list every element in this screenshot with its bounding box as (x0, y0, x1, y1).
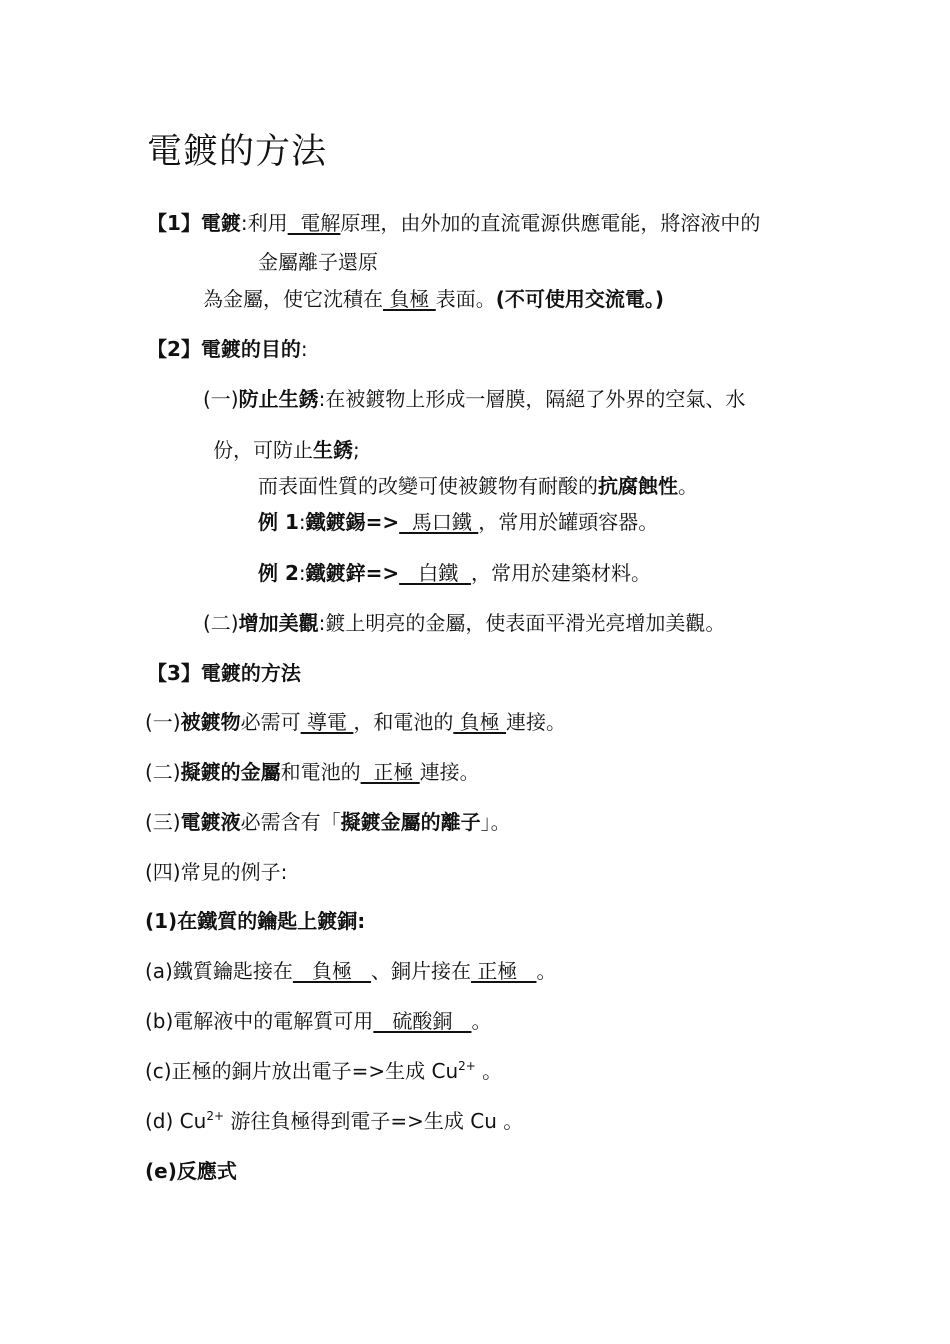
purpose-2-term: 增加美觀 (238, 611, 319, 635)
purpose-1-line-2 (213, 436, 360, 464)
method-1-text: ，和電池的 (353, 710, 454, 734)
section-1-note: (不可使用交流電。) (495, 287, 664, 311)
step-c-text: 。 (475, 1059, 503, 1083)
section-3-title: 電鍍的方法 (200, 661, 301, 685)
method-1-text: 連接。 (506, 710, 567, 734)
method-3-term: 電鍍液 (180, 810, 241, 834)
section-1-text: :利用 (240, 211, 288, 235)
purpose-2-label: (二) (203, 611, 239, 635)
method-1 (145, 708, 566, 736)
example-1-label: 例 1 (258, 510, 299, 534)
answer-blank: 馬口鐵 (399, 510, 479, 534)
method-3 (145, 808, 511, 836)
purpose-1-line-3 (258, 472, 698, 500)
purpose-1-text: 。 (678, 474, 698, 498)
answer-blank: 正極 (471, 959, 537, 983)
section-1-line-2: 金屬離子還原 (258, 250, 378, 274)
answer-blank: 負極 (453, 710, 507, 734)
method-1-label: (一) (145, 710, 181, 734)
purpose-1-text: 份，可防止 (213, 438, 313, 462)
section-2-heading (147, 335, 308, 363)
purpose-1-bold: 生銹 (313, 438, 353, 462)
purpose-1-bold: 抗腐蝕性 (598, 474, 678, 498)
step-c-text: (c)正極的銅片放出電子=>生成 Cu (145, 1059, 459, 1083)
method-2-term: 擬鍍的金屬 (180, 760, 281, 784)
purpose-2-text: :鍍上明亮的金屬，使表面平滑光亮增加美觀。 (318, 611, 726, 635)
purpose-1-term: 防止生銹 (238, 387, 319, 411)
example-1-colon: : (298, 510, 306, 534)
step-a-text: 、銅片接在 (371, 959, 472, 983)
charge-superscript: 2+ (458, 1059, 476, 1073)
answer-blank: 硫酸銅 (373, 1009, 472, 1033)
step-d-text: 游往負極得到電子=>生成 Cu 。 (224, 1109, 524, 1133)
example-1-term: 鐵鍍錫=> (305, 510, 400, 534)
method-2-text: 和電池的 (280, 760, 361, 784)
section-1-line-3 (203, 285, 664, 313)
section-2-number: 【2】 (147, 337, 201, 361)
method-3-text: 必需含有「 (240, 810, 341, 834)
example-2-term: 鐵鍍鋅=> (305, 561, 400, 585)
answer-blank: 負極 (292, 959, 372, 983)
section-2-title: 電鍍的目的 (200, 337, 301, 361)
section-1-text: 為金屬，使它沈積在 (203, 287, 383, 311)
method-3-text: 」。 (480, 810, 511, 834)
section-1-text: 原理，由外加的直流電源供應電能，將溶液中的 (340, 211, 761, 235)
step-e (145, 1157, 237, 1185)
page-title: 電鍍的方法 (147, 132, 328, 172)
step-d-text: (d) Cu (145, 1109, 207, 1133)
step-c (145, 1057, 502, 1085)
section-1-number: 【1】 (147, 211, 201, 235)
example-2-text: ，常用於建築材料。 (470, 561, 651, 585)
step-a-text: 。 (536, 959, 557, 983)
section-3-number: 【3】 (147, 661, 201, 685)
section-3-heading (147, 659, 301, 687)
method-1-text: 必需可 (240, 710, 301, 734)
example-2-colon: : (298, 561, 306, 585)
example-2-label: 例 2 (258, 561, 299, 585)
method-3-bold: 擬鍍金屬的離子 (340, 810, 481, 834)
example-heading-text: (1)在鐵質的鑰匙上鍍銅: (145, 909, 366, 933)
step-d (145, 1107, 523, 1135)
method-2-text: 連接。 (419, 760, 480, 784)
charge-superscript: 2+ (206, 1109, 225, 1123)
method-3-label: (三) (145, 810, 181, 834)
section-1-line-1 (147, 209, 760, 237)
answer-blank: 負極 (383, 287, 436, 311)
step-b-text: (b)電解液中的電解質可用 (145, 1009, 374, 1033)
example-1 (258, 508, 658, 536)
purpose-1-line-1 (203, 385, 745, 413)
purpose-1-label: (一) (203, 387, 239, 411)
step-b (145, 1007, 491, 1035)
section-1-term: 電鍍 (200, 211, 241, 235)
answer-blank: 正極 (360, 760, 420, 784)
answer-blank: 電解 (287, 211, 341, 235)
method-4: (四)常見的例子: (145, 860, 288, 884)
example-2 (258, 559, 651, 587)
purpose-1-text: :在被鍍物上形成一層膜，隔絕了外界的空氣、水 (318, 387, 746, 411)
step-b-text: 。 (471, 1009, 492, 1033)
purpose-1-text: ; (353, 438, 360, 462)
example-heading (145, 907, 365, 935)
answer-blank: 導電 (300, 710, 354, 734)
section-1-text: 表面。 (435, 287, 496, 311)
method-2-label: (二) (145, 760, 181, 784)
step-a-text: (a)鐵質鑰匙接在 (145, 959, 293, 983)
step-e-text: (e)反應式 (145, 1159, 237, 1183)
example-1-text: ，常用於罐頭容器。 (478, 510, 659, 534)
purpose-2 (203, 609, 725, 637)
method-2 (145, 758, 480, 786)
method-1-term: 被鍍物 (180, 710, 241, 734)
step-a (145, 957, 556, 985)
purpose-1-text: 而表面性質的改變可使被鍍物有耐酸的 (258, 474, 598, 498)
answer-blank: 白鐵 (399, 561, 471, 585)
section-2-colon: : (300, 337, 308, 361)
